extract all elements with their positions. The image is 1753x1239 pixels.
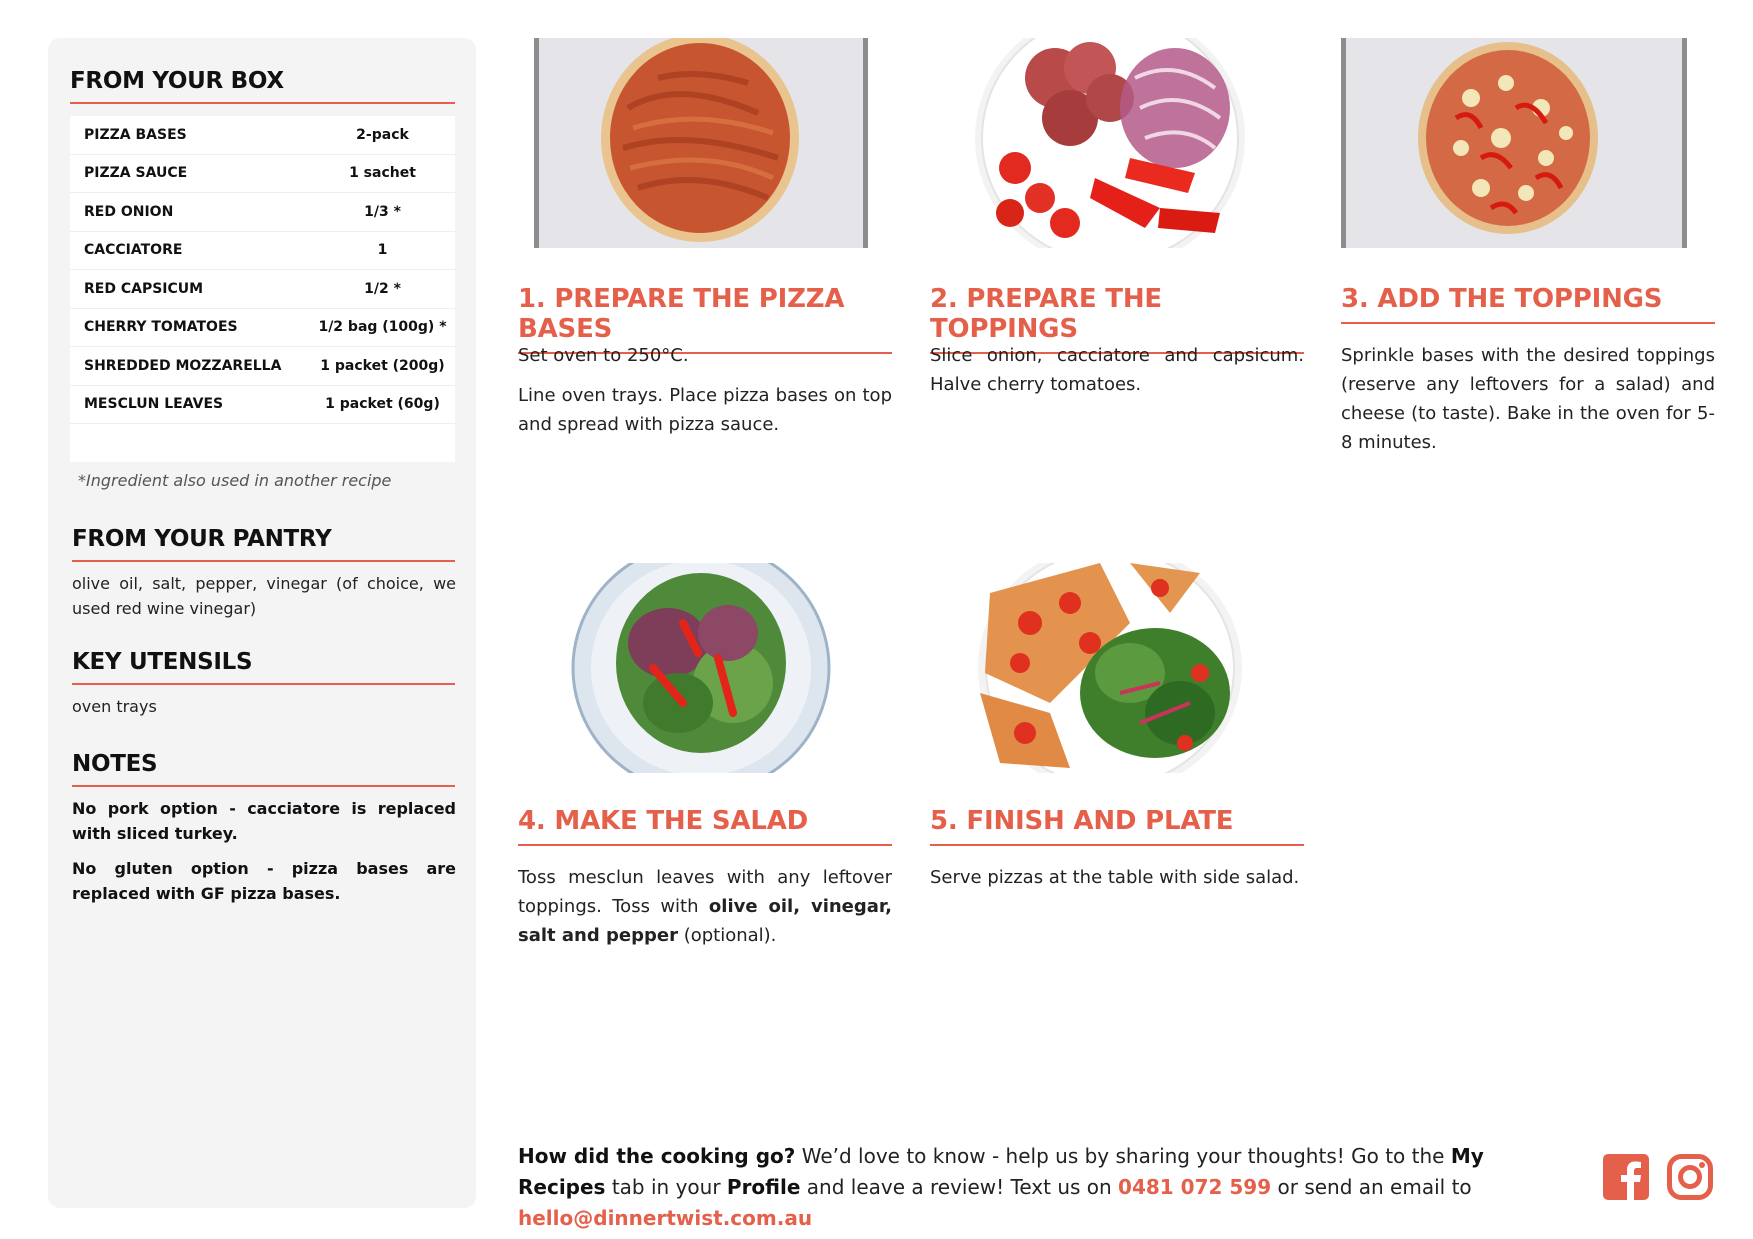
ingredient-qty: 2-pack: [356, 126, 409, 143]
ingredient-name: RED ONION: [84, 203, 174, 220]
ingredient-name: CHERRY TOMATOES: [84, 319, 238, 336]
step-2-photo: [930, 38, 1304, 248]
step-1-photo: [518, 38, 892, 248]
ingredient-name: MESCLUN LEAVES: [84, 396, 224, 413]
step-1-text-2: Line oven trays. Place pizza bases on top and spread with pizza sauce.: [518, 385, 892, 435]
ingredient-footnote: *Ingredient also used in another recipe: [78, 471, 392, 490]
finished-pizza-salad-image: [930, 563, 1304, 773]
profile-label: Profile: [726, 1175, 801, 1199]
topped-pizza-image: [1341, 38, 1715, 248]
step-3-title: 3. ADD THE TOPPINGS: [1341, 284, 1715, 324]
ingredient-row: [70, 232, 455, 271]
step-4-photo: [518, 563, 892, 773]
from-your-pantry-heading: FROM YOUR PANTRY: [72, 526, 455, 562]
footer-question: How did the cooking go?: [518, 1144, 796, 1168]
ingredient-qty: 1 sachet: [349, 165, 416, 182]
step-2-title: 2. PREPARE THE TOPPINGS: [930, 284, 1304, 354]
ingredient-qty: 1/2 *: [364, 280, 401, 297]
ingredient-name: PIZZA SAUCE: [84, 165, 188, 182]
step-3-text: Sprinkle bases with the desired toppings (reserve any leftovers for a salad) and cheese (to taste). Bake in the oven for 5-8 minutes.: [1341, 345, 1715, 453]
step-5-photo: [930, 563, 1304, 773]
ingredient-name: PIZZA BASES: [84, 126, 187, 143]
notes-heading: NOTES: [72, 751, 455, 787]
utensils-text: oven trays: [72, 697, 157, 716]
ingredient-qty: 1/2 bag (100g) *: [318, 319, 447, 336]
footer-text: and leave a review! Text us on: [800, 1175, 1119, 1199]
ingredient-row: [70, 386, 455, 425]
note-no-pork: No pork option - cacciatore is replaced with sliced turkey.: [72, 799, 456, 843]
key-utensils-heading: KEY UTENSILS: [72, 649, 455, 685]
instagram-icon[interactable]: [1667, 1154, 1713, 1200]
ingredients-sidebar: [48, 38, 476, 1208]
ingredient-name: RED CAPSICUM: [84, 280, 204, 297]
ingredient-qty: 1: [377, 242, 388, 259]
ingredient-row: [70, 270, 455, 309]
footer-text: tab in your: [605, 1175, 727, 1199]
my-recipes-label: My Recipes: [518, 1144, 1484, 1199]
footer-text: We’d love to know - help us by sharing your thoughts! Go to the: [795, 1144, 1451, 1168]
phone-link[interactable]: 0481 072 599: [1118, 1175, 1272, 1199]
step-4-text-end: (optional).: [677, 925, 777, 946]
step-4-text: [518, 863, 892, 950]
ingredients-table: [70, 116, 455, 462]
ingredient-qty: 1 packet (60g): [325, 396, 440, 413]
step-3-photo: [1341, 38, 1715, 248]
pizza-base-sauce-image: [518, 38, 892, 248]
ingredient-row: [70, 309, 455, 348]
salad-bowl-image: [518, 563, 892, 773]
ingredient-row: [70, 155, 455, 194]
ingredient-name: SHREDDED MOZZARELLA: [84, 357, 282, 374]
step-1-text-1: Set oven to 250°C.: [518, 345, 689, 366]
step-5-title: 5. FINISH AND PLATE: [930, 806, 1304, 846]
ingredient-row: [70, 347, 455, 386]
pantry-text: olive oil, salt, pepper, vinegar (of choice, we used red wine vinegar): [72, 574, 456, 618]
step-2-text: Slice onion, cacciatore and capsicum. Halve cherry tomatoes.: [930, 345, 1304, 395]
email-link[interactable]: hello@dinnertwist.com.au: [518, 1206, 813, 1230]
feedback-footer: [518, 1141, 1578, 1234]
note-no-gluten: No gluten option - pizza bases are replaced with GF pizza bases.: [72, 859, 456, 903]
step-5-text: Serve pizzas at the table with side salad.: [930, 867, 1300, 888]
ingredient-qty: 1 packet (200g): [320, 357, 445, 374]
step-4-text-start: Toss mesclun leaves with any leftover toppings. Toss with: [518, 867, 892, 917]
step-1-title: 1. PREPARE THE PIZZA BASES: [518, 284, 892, 354]
step-4-text-bold: olive oil, vinegar, salt and pepper: [518, 896, 892, 946]
ingredient-row: [70, 116, 455, 155]
ingredient-row: [70, 193, 455, 232]
ingredient-qty: 1/3 *: [364, 203, 401, 220]
facebook-icon[interactable]: [1603, 1154, 1649, 1200]
toppings-plate-image: [930, 38, 1304, 248]
step-4-title: 4. MAKE THE SALAD: [518, 806, 892, 846]
from-your-box-heading: FROM YOUR BOX: [70, 68, 455, 104]
ingredient-name: CACCIATORE: [84, 242, 183, 259]
footer-text: or send an email to: [1271, 1175, 1472, 1199]
